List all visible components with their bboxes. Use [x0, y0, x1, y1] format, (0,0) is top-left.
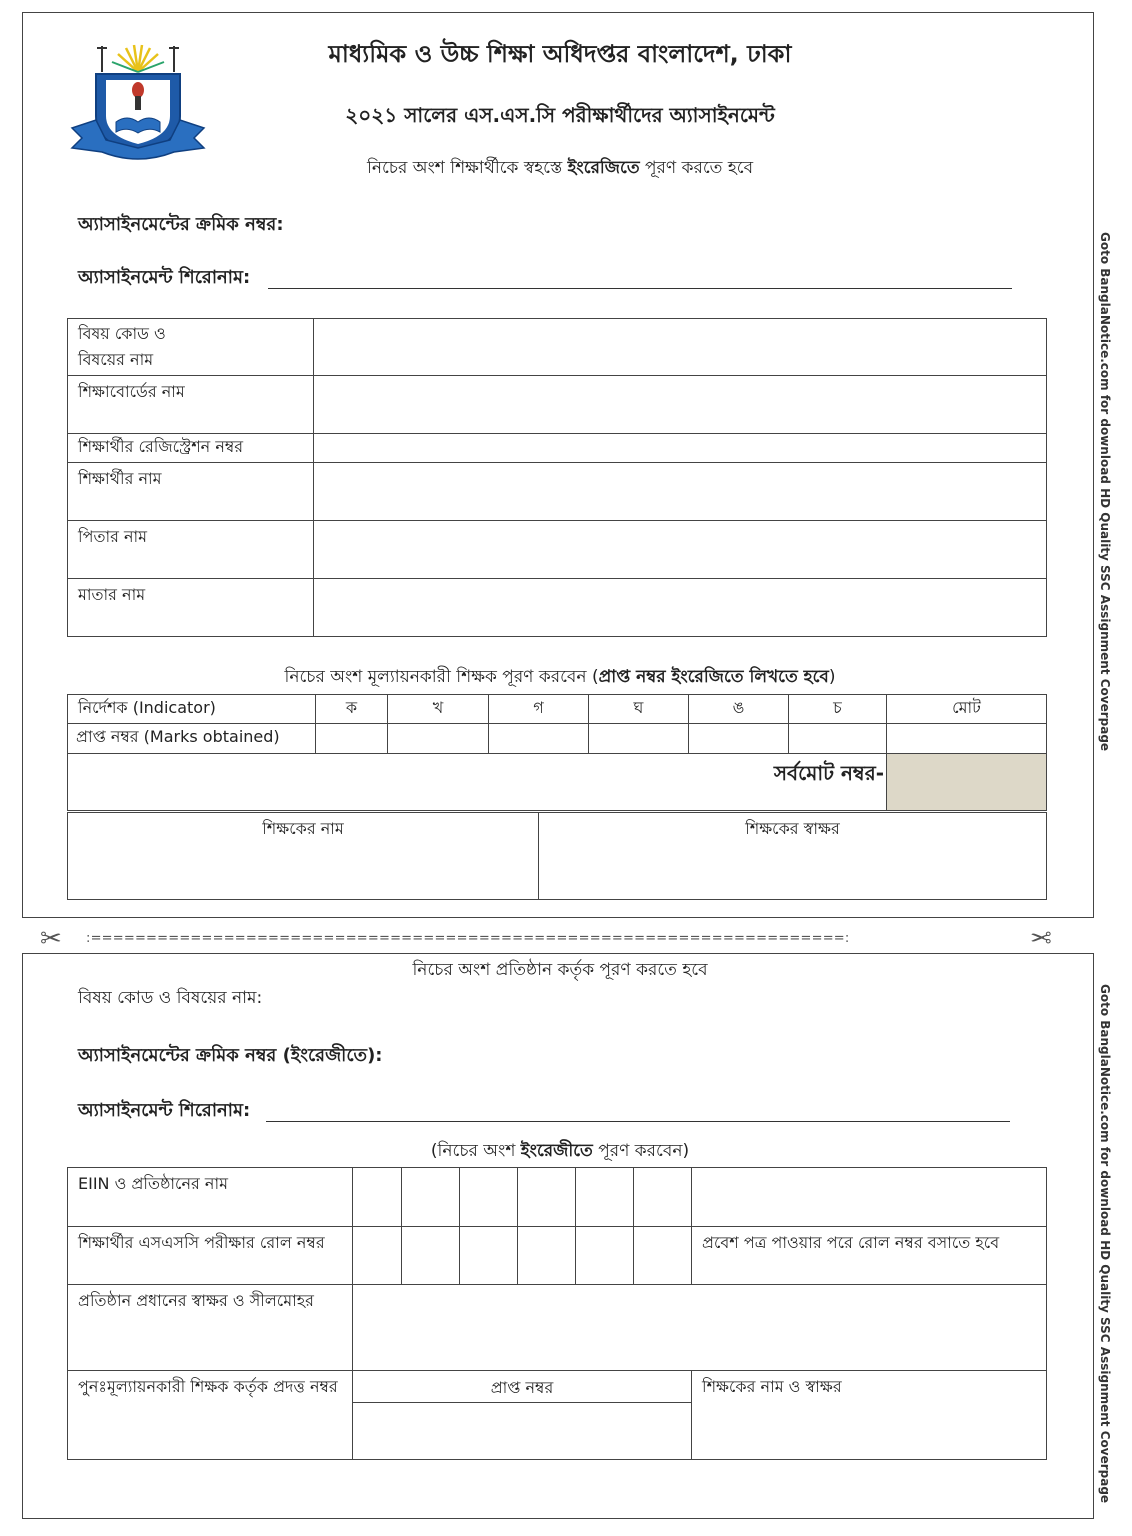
- subject-label-cell: [68, 319, 314, 376]
- bottom-subject-label: বিষয় কোড ও বিষয়ের নাম:: [78, 988, 263, 1008]
- institution-name-field[interactable]: [692, 1168, 1047, 1227]
- roll-digit-6[interactable]: [634, 1227, 692, 1285]
- registration-label-cell: [68, 434, 314, 463]
- roll-digit-4[interactable]: [518, 1227, 576, 1285]
- reeval-label-cell: [68, 1371, 353, 1460]
- obtained-marks-header: [353, 1371, 692, 1403]
- marks-label: প্রাপ্ত নম্বর (Marks obtained): [76, 727, 280, 746]
- marks-ka-field[interactable]: [316, 724, 388, 754]
- eiin-digit-3[interactable]: [460, 1168, 518, 1227]
- marks-ga-field[interactable]: [489, 724, 589, 754]
- board-label: শিক্ষাবোর্ডের নাম: [78, 382, 185, 401]
- teacher-signature-field[interactable]: [539, 813, 1047, 900]
- indicator-total: মোট: [887, 695, 1047, 724]
- marks-label-cell: [68, 724, 316, 754]
- english-note: [300, 1141, 820, 1161]
- indicator-gha: ঘ: [589, 695, 689, 724]
- instruction-text-pre: নিচের অংশ শিক্ষার্থীকে স্বহস্তে: [366, 158, 568, 178]
- eiin-digit-4[interactable]: [518, 1168, 576, 1227]
- eiin-label: EIIN ও প্রতিষ্ঠানের নাম: [78, 1174, 228, 1193]
- side-watermark-top: Goto BanglaNotice.com for download HD Quality SSC Assignment Coverpage: [1098, 232, 1112, 752]
- evaluation-text-bold: প্রাপ্ত নম্বর ইংরেজিতে লিখতে হবে: [598, 667, 829, 687]
- indicator-cha: চ: [789, 695, 887, 724]
- father-name-label: পিতার নাম: [78, 527, 148, 546]
- board-field[interactable]: [314, 376, 1047, 434]
- subject-label-line1: বিষয় কোড ও: [78, 324, 166, 343]
- indicator-ga: গ: [489, 695, 589, 724]
- roll-note-cell: [692, 1227, 1047, 1285]
- instruction-text-post: পূরণ করতে হবে: [639, 158, 754, 178]
- roll-note: প্রবেশ পত্র পাওয়ার পরে রোল নম্বর বসাতে হবে: [702, 1233, 1000, 1252]
- marks-uma-field[interactable]: [689, 724, 789, 754]
- marks-kha-field[interactable]: [388, 724, 489, 754]
- english-note-pre: (নিচের অংশ: [430, 1141, 521, 1161]
- obtained-marks-label: প্রাপ্ত নম্বর: [490, 1378, 554, 1397]
- head-signature-label: প্রতিষ্ঠান প্রধানের স্বাক্ষর ও সীলমোহর: [78, 1291, 314, 1310]
- assignment-heading-label: অ্যাসাইনমেন্ট শিরোনাম:: [78, 267, 251, 288]
- registration-number-field[interactable]: [314, 434, 1047, 463]
- roll-digit-3[interactable]: [460, 1227, 518, 1285]
- student-instruction: [240, 158, 880, 178]
- page-title: মাধ্যমিক ও উচ্চ শিক্ষা অধিদপ্তর বাংলাদেশ, ঢাকা: [328, 40, 792, 68]
- scissors-left-icon: ✂: [40, 924, 62, 954]
- teacher-signature-label: শিক্ষকের স্বাক্ষর: [745, 819, 840, 838]
- roll-digit-2[interactable]: [402, 1227, 460, 1285]
- student-name-label-cell: [68, 463, 314, 521]
- department-logo: [66, 36, 210, 160]
- bottom-heading-field[interactable]: [266, 1121, 1010, 1122]
- head-signature-label-cell: [68, 1285, 353, 1371]
- evaluation-text-pre: নিচের অংশ মূল্যায়নকারী শিক্ষক পূরণ করবেন (: [284, 667, 599, 687]
- head-signature-field[interactable]: [353, 1285, 1047, 1371]
- subject-code-field[interactable]: [314, 319, 1047, 376]
- grand-total-field[interactable]: [887, 754, 1047, 811]
- mother-name-label-cell: [68, 579, 314, 637]
- eiin-digit-1[interactable]: [353, 1168, 402, 1227]
- grand-total-label: সর্বমোট নম্বর-: [773, 761, 884, 785]
- evaluation-instruction: [160, 667, 960, 687]
- eiin-digit-5[interactable]: [576, 1168, 634, 1227]
- english-note-bold: ইংরেজীতে: [520, 1141, 593, 1161]
- indicator-ka: ক: [316, 695, 388, 724]
- board-label-cell: [68, 376, 314, 434]
- marks-gha-field[interactable]: [589, 724, 689, 754]
- instruction-text-bold: ইংরেজিতে: [567, 158, 640, 178]
- roll-label: শিক্ষার্থীর এসএসসি পরীক্ষার রোল নম্বর: [78, 1233, 325, 1252]
- student-name-field[interactable]: [314, 463, 1047, 521]
- grand-total-label-cell: [68, 754, 887, 811]
- bottom-serial-label: অ্যাসাইনমেন্টের ক্রমিক নম্বর (ইংরেজীতে):: [78, 1045, 383, 1066]
- mother-name-field[interactable]: [314, 579, 1047, 637]
- scissors-right-icon: ✂: [1030, 924, 1052, 954]
- subject-label-line2: বিষয়ের নাম: [78, 350, 154, 369]
- mother-name-label: মাতার নাম: [78, 585, 146, 604]
- eiin-digit-6[interactable]: [634, 1168, 692, 1227]
- side-watermark-bottom: Goto BanglaNotice.com for download HD Quality SSC Assignment Coverpage: [1098, 984, 1112, 1504]
- indicator-kha: খ: [388, 695, 489, 724]
- indicator-uma: ঙ: [689, 695, 789, 724]
- teacher-table: [67, 812, 1047, 900]
- teacher-name-label: শিক্ষকের নাম: [262, 819, 344, 838]
- marks-total-field[interactable]: [887, 724, 1047, 754]
- institution-instruction: নিচের অংশ প্রতিষ্ঠান কর্তৃক পূরণ করতে হবে: [412, 960, 708, 980]
- father-name-field[interactable]: [314, 521, 1047, 579]
- indicator-label: নির্দেশক (Indicator): [78, 698, 216, 717]
- assignment-heading-field[interactable]: [268, 288, 1012, 289]
- registration-label: শিক্ষার্থীর রেজিস্ট্রেশন নম্বর: [78, 437, 244, 456]
- roll-digit-1[interactable]: [353, 1227, 402, 1285]
- reeval-teacher-field[interactable]: [692, 1371, 1047, 1460]
- institution-table: [67, 1167, 1047, 1371]
- obtained-marks-field[interactable]: [353, 1403, 692, 1460]
- english-note-post: পূরণ করবেন): [592, 1141, 690, 1161]
- marks-table: [67, 694, 1047, 811]
- roll-digit-5[interactable]: [576, 1227, 634, 1285]
- father-name-label-cell: [68, 521, 314, 579]
- student-info-table: [67, 318, 1047, 637]
- evaluation-text-post: ): [828, 667, 836, 687]
- indicator-label-cell: [68, 695, 316, 724]
- reevaluation-table: [67, 1370, 1047, 1460]
- eiin-label-cell: [68, 1168, 353, 1227]
- reeval-label: পুনঃমূল্যায়নকারী শিক্ষক কর্তৃক প্রদত্ত নম্বর: [78, 1377, 338, 1396]
- bottom-heading-label: অ্যাসাইনমেন্ট শিরোনাম:: [78, 1100, 251, 1121]
- marks-cha-field[interactable]: [789, 724, 887, 754]
- cut-line: :====================================================================:: [86, 931, 850, 946]
- roll-label-cell: [68, 1227, 353, 1285]
- teacher-name-field[interactable]: [68, 813, 539, 900]
- teacher-name-signature-label: শিক্ষকের নাম ও স্বাক্ষর: [702, 1377, 842, 1396]
- student-name-label: শিক্ষার্থীর নাম: [78, 469, 162, 488]
- eiin-digit-2[interactable]: [402, 1168, 460, 1227]
- page-subtitle: ২০২১ সালের এস.এস.সি পরীক্ষার্থীদের অ্যাসাইনমেন্ট: [345, 103, 775, 127]
- assignment-serial-label: অ্যাসাইনমেন্টের ক্রমিক নম্বর:: [78, 214, 284, 235]
